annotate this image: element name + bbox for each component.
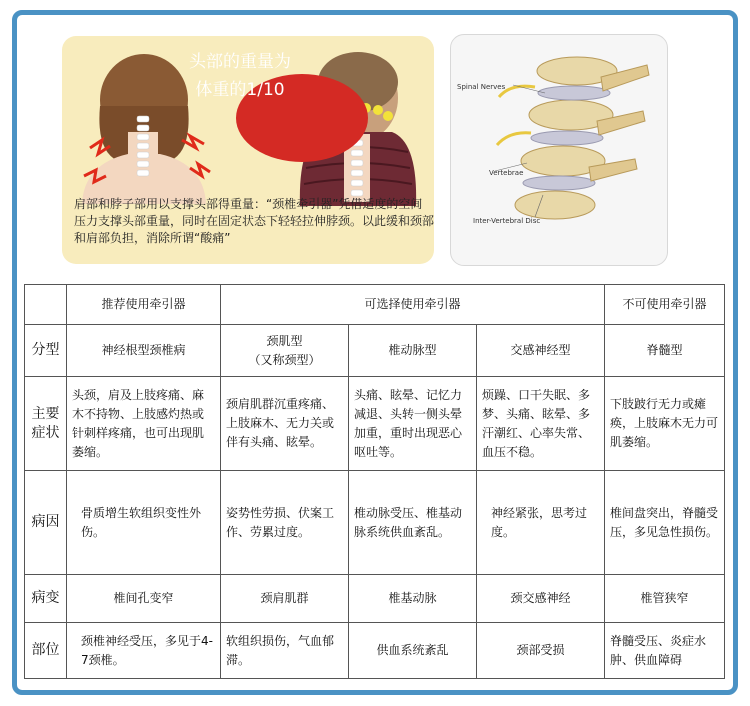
- lesion-cell: 椎间孔变窄: [67, 575, 221, 623]
- lesion-cell: 颈肩肌群: [221, 575, 349, 623]
- symptom-cell: 颈肩肌群沉重疼痛、上肢麻木、无力关或伴有头痛、眩晕。: [221, 377, 349, 471]
- spine-diagram: [450, 34, 668, 266]
- type-note: （又称颈型）: [248, 352, 321, 367]
- site-cell: 软组织损伤，气血郁滞。: [221, 623, 349, 679]
- type-name: 颈肌型: [266, 333, 303, 348]
- type-cell: [221, 325, 349, 377]
- table-row-site: [25, 623, 725, 679]
- lesion-cell: 椎管狭窄: [605, 575, 725, 623]
- table-row-lesion: [25, 575, 725, 623]
- row-label-symptoms: [25, 377, 67, 471]
- table-row-type: [25, 325, 725, 377]
- type-cell: 椎动脉型: [349, 325, 477, 377]
- table-row-cause: [25, 471, 725, 575]
- lesion-cell: 椎基动脉: [349, 575, 477, 623]
- cervical-spondylosis-table: [24, 284, 725, 679]
- header-empty-cell: [25, 285, 67, 325]
- site-cell: 颈部受损: [477, 623, 605, 679]
- label-vertebrae: Vertebrae: [489, 169, 524, 177]
- row-label-site: 部位: [25, 623, 67, 679]
- type-cell: 交感神经型: [477, 325, 605, 377]
- site-cell: 脊髓受压、炎症水肿、供血障碍: [605, 623, 725, 679]
- table-row-symptoms: [25, 377, 725, 471]
- symptom-cell: 下肢跛行无力或瘫痪，上肢麻木无力可肌萎缩。: [605, 377, 725, 471]
- bubble-text: [174, 48, 306, 104]
- type-cell: 脊髓型: [605, 325, 725, 377]
- site-cell: 颈椎神经受压，多见于4-7颈椎。: [67, 623, 221, 679]
- cause-cell: 椎间盘突出，脊髓受压，多见急性损伤。: [605, 471, 725, 575]
- label-spinal-nerves: Spinal Nerves: [457, 83, 506, 91]
- bubble-line-2: 体重的1/10: [195, 80, 285, 100]
- symptom-cell: 烦躁、口干失眠、多梦、头痛、眩晕、多汗潮红、心率失常、血压不稳。: [477, 377, 605, 471]
- row-label-lesion: 病变: [25, 575, 67, 623]
- cause-cell: 神经紧张，思考过度。: [477, 471, 605, 575]
- cause-cell: 姿势性劳损、伏案工作、劳累过度。: [221, 471, 349, 575]
- symptom-cell: 头痛、眩晕、记忆力减退、头转一侧头晕加重，重时出现恶心呕吐等。: [349, 377, 477, 471]
- header-optional: 可选择使用牵引器: [221, 285, 605, 325]
- type-cell: 神经根型颈椎病: [67, 325, 221, 377]
- header-forbid: 不可使用牵引器: [605, 285, 725, 325]
- row-label-type: 分型: [25, 325, 67, 377]
- cause-cell: 骨质增生软组织变性外伤。: [67, 471, 221, 575]
- header-recommend: 推荐使用牵引器: [67, 285, 221, 325]
- symptom-cell: 头颈，肩及上肢疼痛、麻木不持物、上肢感灼热或针刺样疼痛，也可出现肌萎缩。: [67, 377, 221, 471]
- spine-left: [137, 116, 149, 176]
- illustration-caption: 肩部和脖子部用以支撑头部得重量：“颈椎牵引器”凭借适度的空间压力支撑头部重量，同时在固定状态下轻轻拉伸脖颈。以此缓和颈部和肩部负担，消除所谓“酸痛”: [74, 197, 435, 245]
- label-disc: Inter-Vertebral Disc: [473, 217, 541, 225]
- cause-cell: 椎动脉受压、椎基动脉系统供血紊乱。: [349, 471, 477, 575]
- row-label-symptoms-2: 症状: [31, 424, 60, 441]
- lesion-cell: 颈交感神经: [477, 575, 605, 623]
- bubble-line-1: 头部的重量为: [189, 52, 291, 72]
- spine-svg: [451, 35, 667, 265]
- row-label-cause: 病因: [25, 471, 67, 575]
- site-cell: 供血系统紊乱: [349, 623, 477, 679]
- table-header-row: [25, 285, 725, 325]
- row-label-symptoms-1: 主要: [31, 405, 60, 422]
